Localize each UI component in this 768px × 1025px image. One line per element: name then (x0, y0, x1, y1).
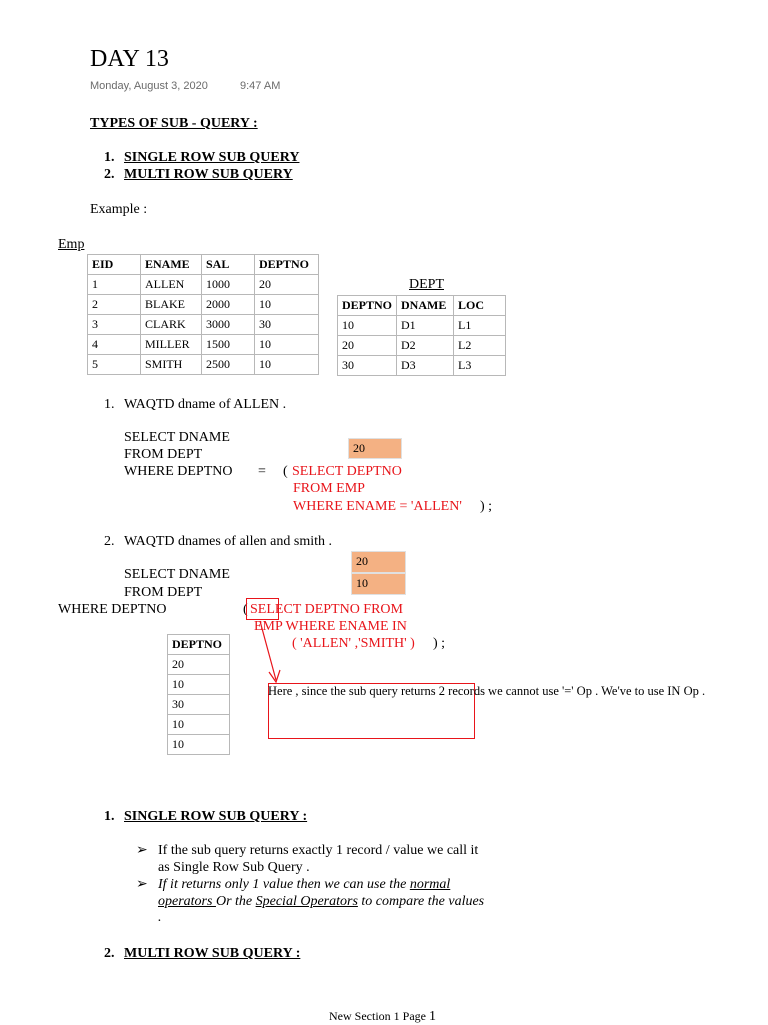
table-row (168, 655, 230, 675)
deptno-result-table (167, 634, 230, 755)
emp-col-deptno: DEPTNO (255, 255, 319, 275)
table-cell: BLAKE (141, 295, 202, 315)
q2-open-paren: ( (243, 602, 248, 617)
table-row (168, 735, 230, 755)
table-cell: L2 (454, 336, 506, 356)
q1-sub-line3: WHERE ENAME = 'ALLEN' (293, 499, 462, 514)
b2-normal: normal (409, 877, 451, 892)
deptno-col: DEPTNO (168, 635, 230, 655)
b2-or: Or the (215, 894, 256, 909)
q1-line3: WHERE DEPTNO (124, 464, 233, 479)
q2-note: Here , since the sub query returns 2 records we cannot use '=' Op . We've to use IN Op . (268, 684, 706, 698)
q2-sub-line3: ( 'ALLEN' ,'SMITH' ) (292, 636, 415, 651)
emp-caption: Emp (58, 237, 85, 252)
table-cell: 30 (255, 315, 319, 335)
type-1-label: SINGLE ROW SUB QUERY (124, 150, 300, 165)
table-cell: L1 (454, 316, 506, 336)
single-row-num: 1. (104, 809, 115, 824)
single-row-b2-line1 (158, 876, 450, 893)
q2-line2: FROM DEPT (124, 585, 203, 600)
single-row-b2-dot: . (158, 910, 162, 925)
table-cell: 2 (88, 295, 141, 315)
table-cell: 20 (168, 655, 230, 675)
q1-equals: = (258, 464, 266, 479)
q1-question: WAQTD dname of ALLEN . (124, 397, 287, 412)
q2-sub-line1: SELECT DEPTNO FROM (250, 602, 403, 617)
dept-col-loc: LOC (454, 296, 506, 316)
type-2-num: 2. (104, 167, 115, 182)
type-2-label: MULTI ROW SUB QUERY (124, 167, 293, 182)
page-time: 9:47 AM (240, 80, 281, 92)
table-cell: 1 (88, 275, 141, 295)
dept-col-dname: DNAME (397, 296, 454, 316)
table-cell: L3 (454, 356, 506, 376)
table-cell: 10 (255, 335, 319, 355)
b2-post: to compare the values (357, 894, 485, 909)
table-cell: 30 (168, 695, 230, 715)
page-footer (329, 1009, 436, 1025)
table-cell: 10 (168, 675, 230, 695)
dept-caption: DEPT (409, 277, 444, 292)
q2-close-paren: ) ; (433, 636, 446, 651)
table-cell: 10 (338, 316, 397, 336)
table-cell: D3 (397, 356, 454, 376)
multi-row-title: MULTI ROW SUB QUERY : (124, 946, 301, 961)
table-cell: 20 (338, 336, 397, 356)
q2-line3: WHERE DEPTNO (58, 602, 167, 617)
emp-col-sal: SAL (202, 255, 255, 275)
arrow-bullet-icon: ➢ (136, 843, 148, 858)
table-cell: 1500 (202, 335, 255, 355)
table-cell: 4 (88, 335, 141, 355)
table-cell: 10 (255, 295, 319, 315)
q1-num: 1. (104, 397, 115, 412)
table-cell: 3000 (202, 315, 255, 335)
table-cell: CLARK (141, 315, 202, 335)
footer-text: New Section 1 Page (329, 1009, 429, 1023)
q2-result-cell-2: 10 (351, 573, 406, 595)
single-row-title: SINGLE ROW SUB QUERY : (124, 809, 308, 824)
type-1-num: 1. (104, 150, 115, 165)
table-cell: 5 (88, 355, 141, 375)
single-row-b1-line1: If the sub query returns exactly 1 record / value we call it (158, 843, 479, 858)
multi-row-num: 2. (104, 946, 115, 961)
table-cell: ALLEN (141, 275, 202, 295)
q2-question: WAQTD dnames of allen and smith . (124, 534, 333, 549)
b2-operators: operators (158, 894, 216, 909)
q1-sub-line1: SELECT DEPTNO (292, 464, 402, 479)
table-cell: D2 (397, 336, 454, 356)
q1-line1: SELECT DNAME (124, 430, 230, 445)
example-label: Example : (90, 202, 148, 217)
emp-col-ename: ENAME (141, 255, 202, 275)
types-heading: TYPES OF SUB - QUERY : (90, 116, 258, 131)
arrow-bullet-icon: ➢ (136, 877, 148, 892)
b2-special: Special Operators (255, 894, 358, 909)
single-row-b1-line2: as Single Row Sub Query . (158, 860, 310, 875)
table-cell: 20 (255, 275, 319, 295)
table-row (168, 715, 230, 735)
q1-open-paren: ( (283, 464, 288, 479)
table-row (168, 695, 230, 715)
table-cell: SMITH (141, 355, 202, 375)
table-cell: 1000 (202, 275, 255, 295)
deptno-header-row (168, 635, 230, 655)
table-cell: 3 (88, 315, 141, 335)
table-cell: 2500 (202, 355, 255, 375)
table-cell: 30 (338, 356, 397, 376)
q2-line1: SELECT DNAME (124, 567, 230, 582)
single-row-b2-line2 (158, 893, 484, 910)
page-title: DAY 13 (90, 46, 169, 72)
table-cell: MILLER (141, 335, 202, 355)
emp-col-eid: EID (88, 255, 141, 275)
footer-page-number: 1 (428, 1009, 436, 1024)
page-date: Monday, August 3, 2020 (90, 80, 208, 92)
q1-line2: FROM DEPT (124, 447, 203, 462)
table-cell: 10 (168, 735, 230, 755)
q2-result-cell-1: 20 (351, 551, 406, 573)
q1-sub-line2: FROM EMP (293, 481, 365, 496)
q1-result-cell: 20 (348, 438, 402, 459)
table-cell: D1 (397, 316, 454, 336)
table-cell: 10 (255, 355, 319, 375)
b2-pre: If it returns only 1 value then we can use the (158, 877, 410, 892)
q2-sub-line2: EMP WHERE ENAME IN (254, 619, 407, 634)
table-cell: 10 (168, 715, 230, 735)
q1-close-paren: ) ; (480, 499, 493, 514)
q2-num: 2. (104, 534, 115, 549)
dept-col-deptno: DEPTNO (338, 296, 397, 316)
table-cell: 2000 (202, 295, 255, 315)
table-row (168, 675, 230, 695)
